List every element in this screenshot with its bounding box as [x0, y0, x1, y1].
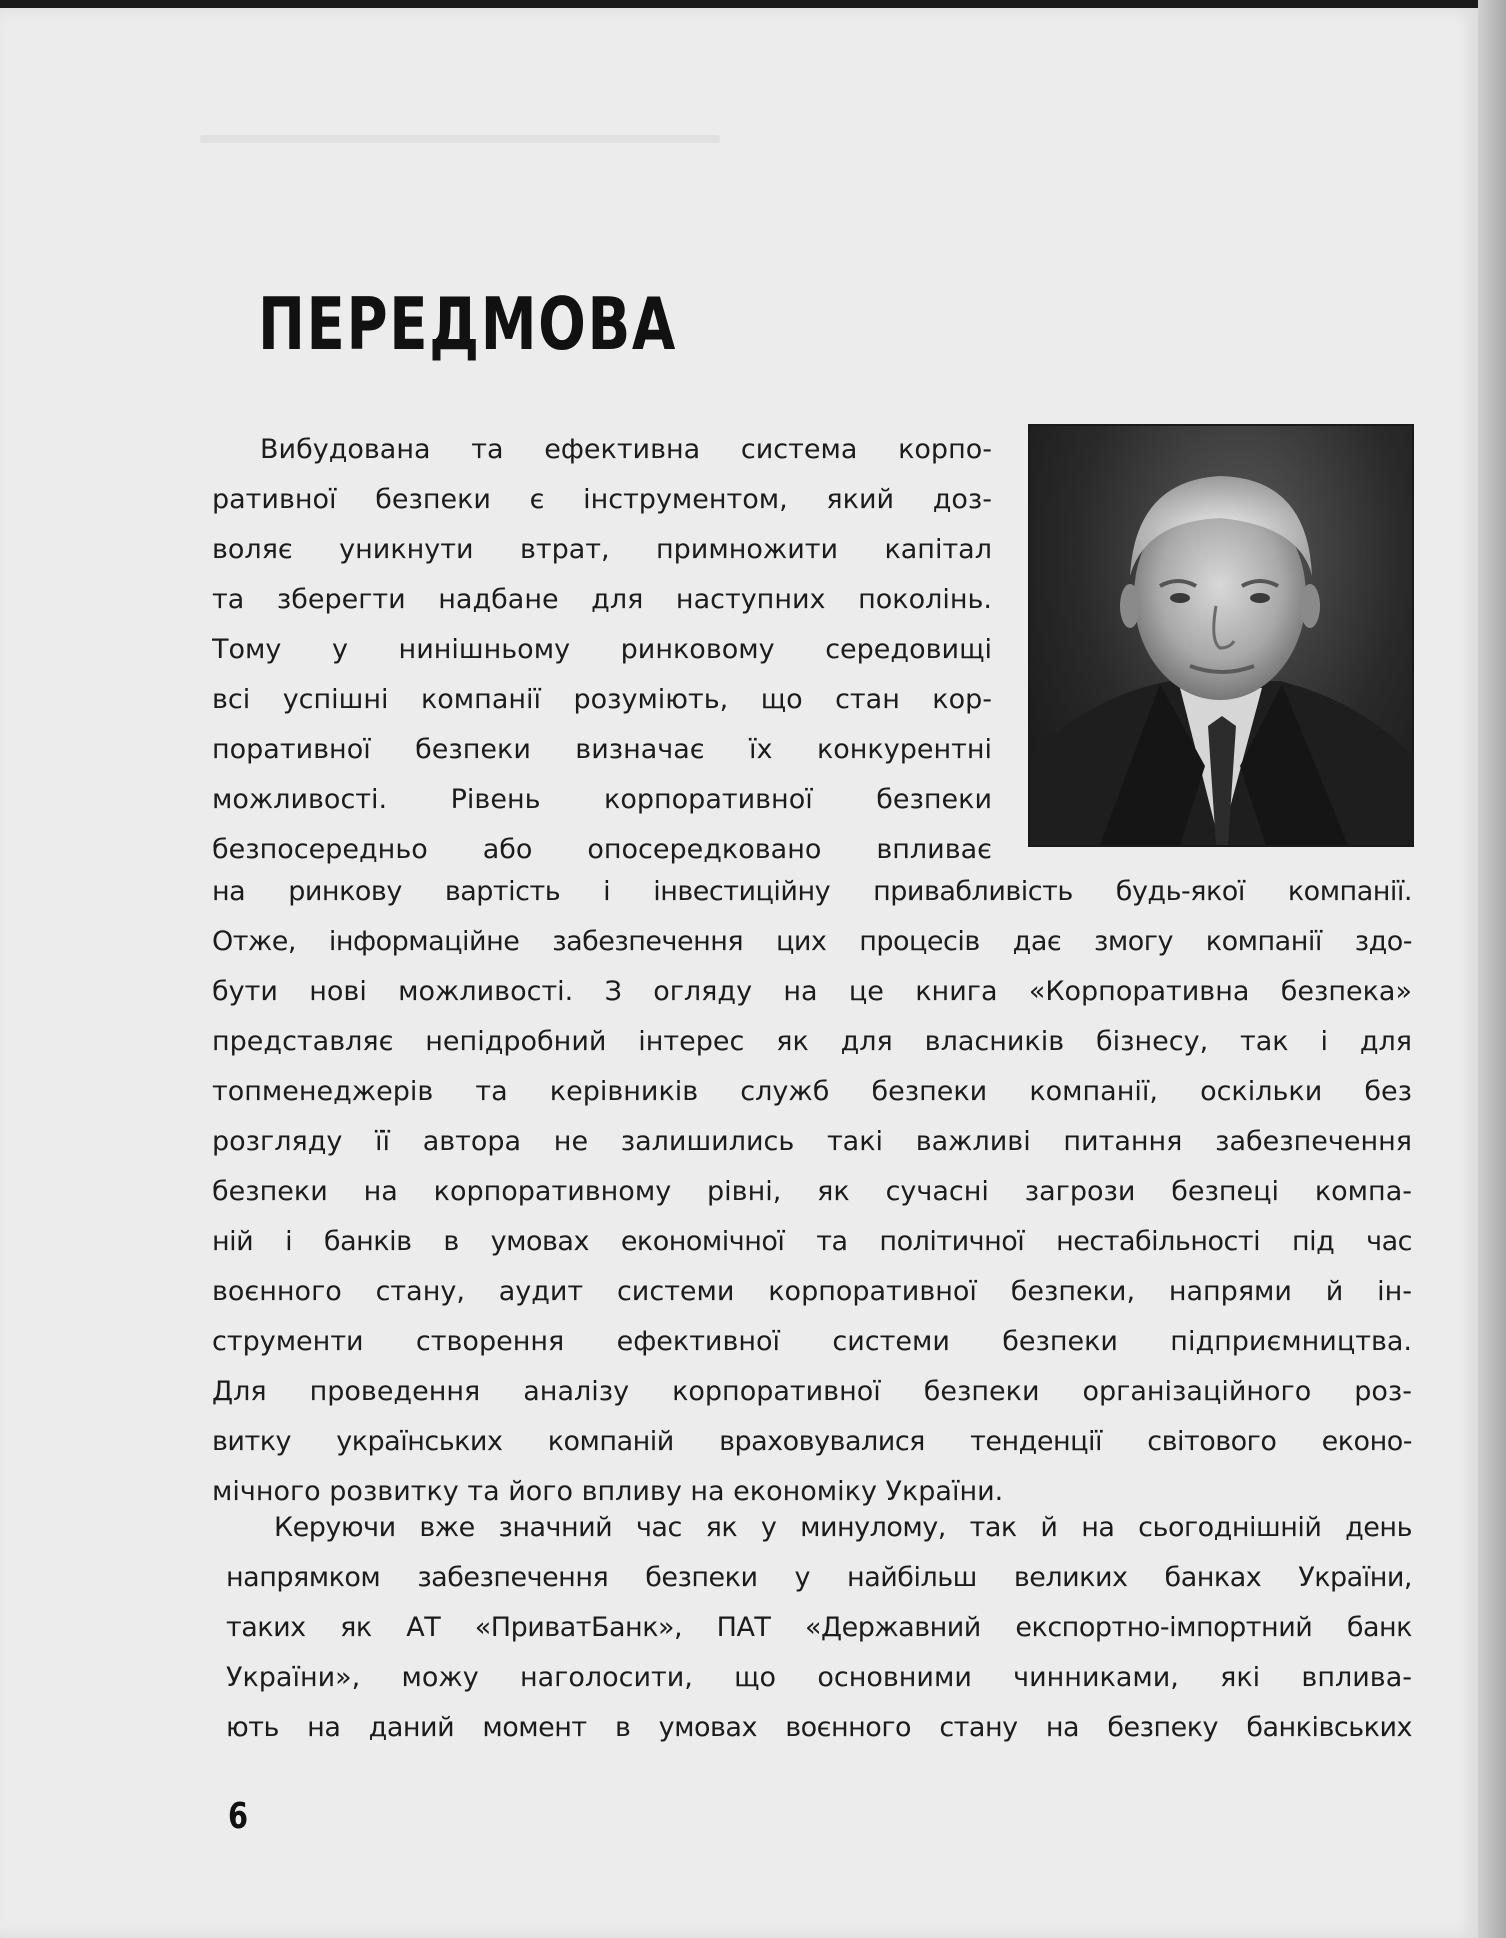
paragraph-2 — [226, 1503, 1412, 1753]
text-line: розгляду її автора не залишились такі важливі питання забезпечення — [212, 1126, 1412, 1157]
text-line: напрямком забезпечення безпеки у найбільш великих банках України, — [226, 1562, 1412, 1593]
text-line: Тому у нинішньому ринковому середовищі — [212, 634, 992, 665]
page-number: 6 — [228, 1796, 249, 1837]
text-line: Отже, інформаційне забезпечення цих процесів дає змогу компанії здо- — [212, 926, 1412, 957]
text-line: воєнного стану, аудит системи корпоративної безпеки, напрями й ін- — [212, 1276, 1412, 1307]
bleed-through-shadow — [200, 135, 720, 143]
text-line: України», можу наголосити, що основними чинниками, які вплива- — [226, 1662, 1412, 1693]
text-line: на ринкову вартість і інвестиційну привабливість будь-якої компанії. — [212, 876, 1412, 907]
author-portrait-photo — [1028, 424, 1414, 847]
text-line: Вибудована та ефективна система корпо- — [260, 434, 992, 465]
text-line: ній і банків в умовах економічної та політичної нестабільності під час — [212, 1226, 1412, 1257]
text-line: ративної безпеки є інструментом, який доз- — [212, 484, 992, 515]
text-line-last: мічного розвитку та його впливу на економіку України. — [212, 1476, 1004, 1507]
paragraph-1-wrapped — [212, 425, 992, 875]
text-line: струменти створення ефективної системи безпеки підприємництва. — [212, 1326, 1412, 1357]
page-edge-shadow — [1478, 0, 1506, 1938]
text-line: безпеки на корпоративному рівні, як сучасні загрози безпеці компа- — [212, 1176, 1412, 1207]
page-heading: ПЕРЕДМОВА — [258, 282, 677, 366]
text-line: можливості. Рівень корпоративної безпеки — [212, 784, 992, 815]
text-line: Для проведення аналізу корпоративної безпеки організаційного роз- — [212, 1376, 1412, 1407]
text-line: витку українських компаній враховувалися тенденції світового еконо- — [212, 1426, 1412, 1457]
text-line: таких як АТ «ПриватБанк», ПАТ «Державний експортно-імпортний банк — [226, 1612, 1412, 1643]
text-line: та зберегти надбане для наступних поколінь. — [212, 584, 992, 615]
text-line: воляє уникнути втрат, примножити капітал — [212, 534, 992, 565]
text-line: ють на даний момент в умовах воєнного стану на безпеку банківських — [226, 1712, 1412, 1743]
text-line: безпосередньо або опосередковано впливає — [212, 834, 992, 865]
paragraph-1-full-width — [212, 867, 1412, 1517]
text-line: бути нові можливості. З огляду на це книга «Корпоративна безпека» — [212, 976, 1412, 1007]
text-line: представляє непідробний інтерес як для власників бізнесу, так і для — [212, 1026, 1412, 1057]
text-line: всі успішні компанії розуміють, що стан кор- — [212, 684, 992, 715]
text-line: Керуючи вже значний час як у минулому, так й на сьогоднішній день — [274, 1512, 1412, 1543]
text-line: топменеджерів та керівників служб безпеки компанії, оскільки без — [212, 1076, 1412, 1107]
portrait-illustration — [1030, 426, 1412, 845]
text-line: поративної безпеки визначає їх конкурентні — [212, 734, 992, 765]
